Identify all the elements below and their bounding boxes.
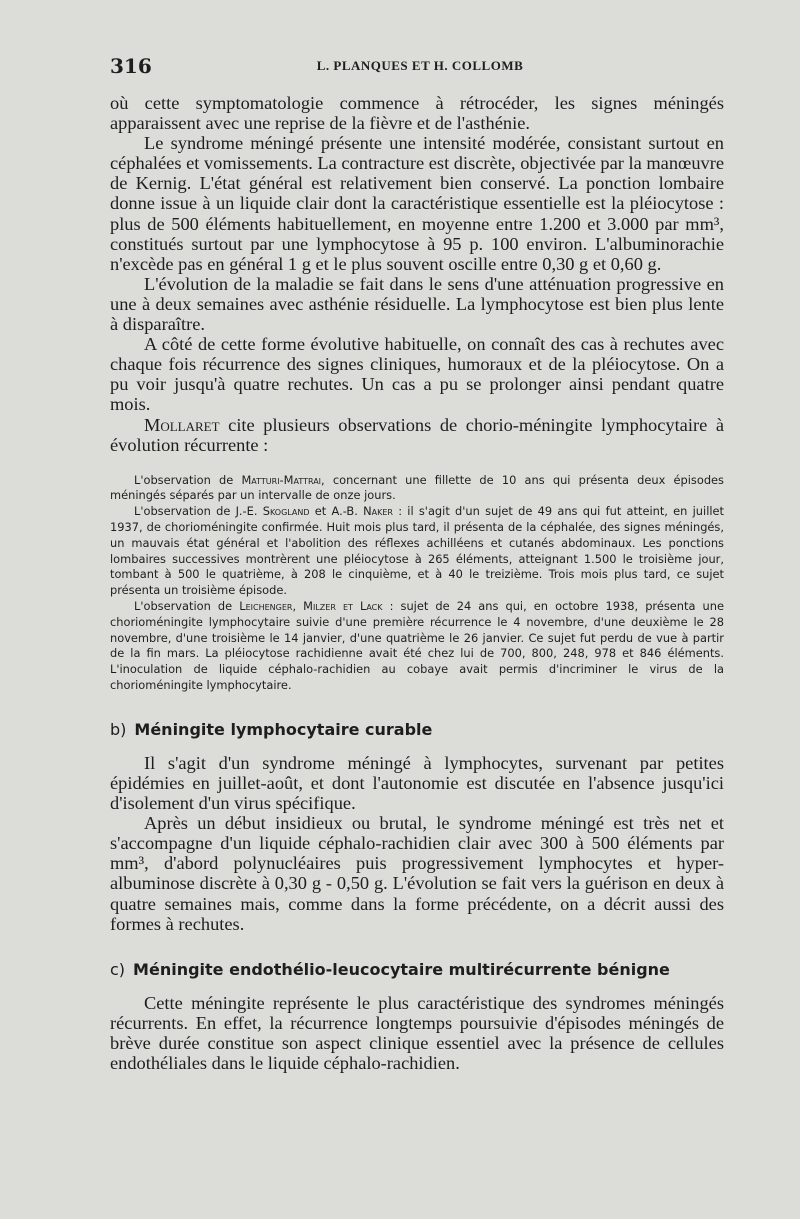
section-letter: c): [110, 959, 126, 979]
observation-text: L'observation de: [134, 599, 240, 614]
mollaret-paragraph: [110, 415, 724, 455]
page-header: [110, 54, 730, 80]
observation-text: , concernant une fillette de 10 ans qui présenta deux épisodes méningés séparés par un intervalle de onze jours.: [110, 472, 724, 503]
observation-text: et: [309, 504, 332, 519]
observation-authors: J.-E. Skogland: [235, 504, 310, 519]
body-paragraph: A côté de cette forme évolutive habituelle, on connaît des cas à rechutes avec chaque fois récurrence des signes cliniques, humoraux et de la pléiocytose. On a pu voir jusqu'à quatre rechutes. Un cas a pu se prolonger ainsi pendant quatre mois.: [110, 334, 724, 415]
body-paragraph: Il s'agit d'un syndrome méningé à lymphocytes, survenant par petites épidémies en juillet-août, et dont l'autonomie est discutée en l'absence jusqu'ici d'isolement d'un virus spécifique.: [110, 752, 724, 814]
section-title: Méningite endothélio-leucocytaire multirécurrente bénigne: [133, 959, 670, 979]
author-name: Mollaret: [144, 414, 220, 435]
observations-block: [110, 473, 724, 694]
body-paragraph: Cette méningite représente le plus caractéristique des syndromes méningés récurrents. En effet, la récurrence longtemps poursuivie d'épisodes méningés de brève durée constitue son aspect clinique essentiel avec la présence de cellules endothéliales dans le liquide céphalo-rachidien.: [110, 992, 724, 1073]
body-paragraph: où cette symptomatologie commence à rétrocéder, les signes méningés apparaissent avec une reprise de la fièvre et de l'asthénie.: [110, 93, 724, 134]
observation-authors: Leichenger, Milzer et Lack: [239, 599, 383, 614]
section-heading-b: [110, 720, 724, 739]
observation-item: [110, 473, 724, 505]
observation-text: : sujet de 24 ans qui, en octobre 1938, présenta une chorioméningite lymphocytaire suivie d'une première récurrence le 4 novembre, d'une deuxième le 28 novembre, d'une troisième le 14 janvier, d'une quatrième le 26 janvier. Ce sujet fut perdu de vue à partir de la fin mars. La pléiocytose rachidienne avait été chez lui de 700, 800, 248, 978 et 846 éléments. L'inoculation de liquide céphalo-rachidien au cobaye avait permis d'incriminer le virus de la chorioméningite lymphocytaire.: [110, 599, 725, 693]
observation-text: : il s'agit d'un sujet de 49 ans qui fut atteint, en juillet 1937, de chorioméningite confirmée. Huit mois plus tard, il présenta de la céphalée, des signes méningés, un mauvais état général et l'abolition des réflexes achilléens et cutanés abdominaux. Les ponctions lombaires successives montrèrent une pléiocytose à 265 éléments, atteignant 1.500 le troisième jour, tombant à 500 le quatrième, à 208 le cinquième, et à 40 le treizième. Trois mois plus tard, ce sujet présenta un troisième épisode.: [110, 504, 724, 598]
observation-authors: A.-B. Naker: [331, 504, 393, 519]
section-title: Méningite lymphocytaire curable: [134, 719, 433, 739]
body-paragraph: Après un début insidieux ou brutal, le syndrome méningé est très net et s'accompagne d'un liquide céphalo-rachidien clair avec 300 à 500 éléments par mm³, d'abord polynucléaires puis progressivement lymphocytes et hyper-albuminose discrète à 0,30 g - 0,50 g. L'évolution se fait vers la guérison en deux à quatre semaines mais, comme dans la forme précédente, on a décrit aussi des formes à rechutes.: [110, 813, 724, 934]
observation-item: [110, 504, 724, 599]
paragraph-text: cite plusieurs observations de chorio-méningite lymphocytaire à évolution récurrente :: [110, 414, 724, 455]
observation-authors: Matturi-Mattrai: [241, 472, 322, 487]
running-head: L. PLANQUES ET H. COLLOMB: [316, 58, 524, 73]
body-paragraph: L'évolution de la maladie se fait dans le sens d'une atténuation progressive en une à deux semaines avec asthénie résiduelle. La lymphocytose est bien plus lente à disparaître.: [110, 273, 724, 335]
page-number: 316: [110, 54, 152, 78]
observation-text: L'observation de: [134, 504, 236, 519]
section-letter: b): [110, 719, 127, 739]
body-paragraph: Le syndrome méningé présente une intensité modérée, consistant surtout en céphalées et vomissements. La contracture est discrète, objectivée par la manœuvre de Kernig. L'état général est relativement bien conservé. La ponction lombaire donne issue à un liquide clair dont la caractéristique essentielle est la pléiocytose : plus de 500 éléments habituellement, en moyenne entre 1.200 et 3.000 par mm³, constitués surtout par une lymphocytose à 95 p. 100 environ. L'albuminorachie n'excède pas en général 1 g et le plus souvent oscille entre 0,30 g et 0,60 g.: [110, 133, 724, 274]
page-body: [110, 93, 724, 1073]
observation-text: L'observation de: [134, 472, 242, 487]
observation-item: [110, 599, 724, 694]
section-heading-c: [110, 960, 724, 979]
